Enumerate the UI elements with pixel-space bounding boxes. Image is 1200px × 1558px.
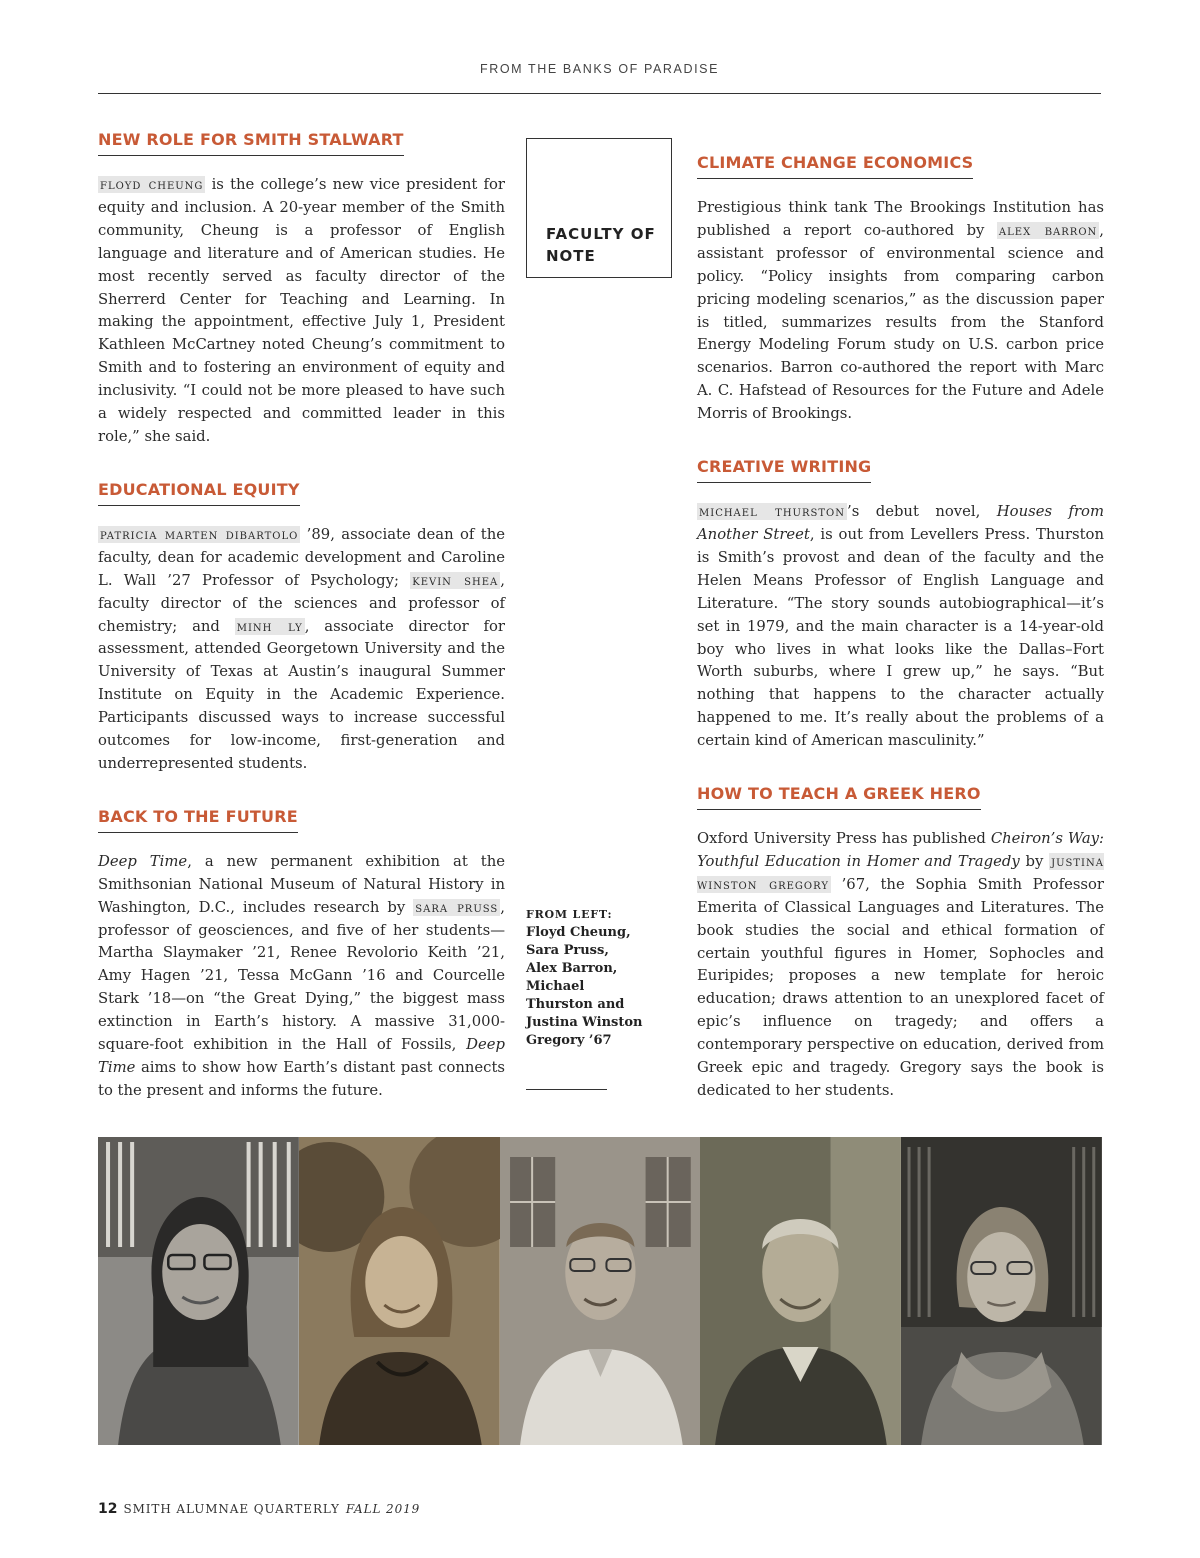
portrait-image [299,1137,500,1445]
book-title: Cheiron’s Way: Youthful Education in Homer and Tragedy [697,830,1104,870]
caption-intro: FROM LEFT: [526,908,613,921]
exhibition-title: Deep Time [98,852,188,870]
section-heading: EDUCATIONAL EQUITY [98,480,300,506]
section-heading: CREATIVE WRITING [697,457,871,483]
section-new-role [98,130,505,449]
portrait-image [901,1137,1102,1445]
section-body: patricia marten dibartolo ’89, associate dean of the faculty, dean for academic development and Caroline L. Wall ’27 Professor of Psychology; kevin shea , faculty director of the sciences and professor of chemistry; and minh ly , associate director for assessment, attended Georgetown University and the University of Texas at Austin’s inaugural Summer Institute on Equity in the Academic Experience. Participants discussed ways to increase successful outcomes for low-income, first-generation and underrepresented students. [98,525,506,772]
right-column [697,153,1104,1103]
person-name: sara pruss [415,898,499,916]
section-body: Deep Time, a new permanent exhibition at the Smithsonian National Museum of Natural History in Washington, D.C., includes research by sara pruss , professor of geosciences, and five of her students—Martha Slaymaker ’21, Renee Revolorio Keith ’21, Amy Hagen ’21, Tessa McGann ’16 and Courcelle Stark ’18—on “the Great Dying,” the biggest mass extinction in Earth’s history. A massive 31,000-square-foot exhibition in the Hall of Fossils, Deep Time aims to show how Earth’s distant past connects to the present and informs the future. [98,852,505,1099]
photo-justina-winston-gregory [901,1137,1102,1445]
exhibition-title: Deep Time [98,1036,505,1076]
photo-alex-barron [500,1137,701,1445]
section-heading: NEW ROLE FOR SMITH STALWART [98,130,404,156]
portrait-image [98,1137,299,1445]
page-number: 12 [98,1501,118,1517]
section-greek-hero [697,784,1104,1103]
section-heading: BACK TO THE FUTURE [98,807,298,833]
running-head: FROM THE BANKS OF PARADISE [479,62,720,76]
section-heading: CLIMATE CHANGE ECONOMICS [697,153,973,179]
left-column [98,130,505,1103]
section-body: michael thurston ’s debut novel, Houses from Another Street, is out from Levellers Press. Thurston is Smith’s provost and dean of the faculty and the Helen Means Professor of English Language and Literature. “The story sounds autobiographical—it’s set in 1979, and the main character is a 14-year-old boy who lives in what looks like the Dallas–Fort Worth suburbs, where I grew up,” he says. “But nothing that happens to the character actually happened to me. It’s really about the problems of a certain kind of American masculinity.” [697,503,1104,750]
portrait-image [500,1137,701,1445]
section-body: floyd cheung is the college’s new vice president for equity and inclusion. A 20-year member of the Smith community, Cheung is a professor of English language and literature and of American studies. He most recently served as faculty director of the Sherrerd Center for Teaching and Learning. In making the appointment, effective July 1, President Kathleen McCartney noted Cheung’s commitment to Smith and to fostering an environment of equity and inclusivity. “I could not be more pleased to have such a widely respected and committed leader in this role,” she said. [98,176,505,445]
section-body: Oxford University Press has published Cheiron’s Way: Youthful Education in Homer and Tragedy by justina winston gregory ’67, the Sophia Smith Professor Emerita of Classical Languages and Literatures. The book studies the social and ethical formation of certain youthful figures in Homer, Sophocles and Euripides; proposes a new template for heroic education; draws attention to an unexplored facet of epic’s influence on tragedy; and offers a contemporary perspective on education, derived from Greek epic and tragedy. Gregory says the book is dedicated to her students. [697,830,1104,1099]
section-body: Prestigious think tank The Brookings Institution has published a report co-authored by alex barron , assistant professor of environmental science and policy. “Policy insights from comparing carbon pricing modeling scenarios,” as the discussion paper is titled, summarizes results from the Stanford Energy Modeling Forum study on U.S. carbon price scenarios. Barron co-authored the report with Marc A. C. Hafstead of Resources for the Future and Adele Morris of Brookings. [697,199,1104,423]
person-name: justina winston gregory [697,852,1104,893]
section-heading: HOW TO TEACH A GREEK HERO [697,784,981,810]
person-name: minh ly [236,617,303,635]
person-name: patricia marten dibartolo [100,525,299,543]
person-name: michael thurston [699,503,845,521]
publication-name: SMITH ALUMNAE QUARTERLY [123,1502,340,1516]
caption-names: Floyd Cheung, Sara Pruss, Alex Barron, Michael Thurston and Justina Winston Gregory ’67 [526,925,643,1048]
book-title: Houses from Another Street [697,503,1104,543]
photo-sara-pruss [299,1137,500,1445]
page-footer [98,1501,420,1517]
section-climate [697,153,1104,426]
section-educational-equity [98,480,505,776]
faculty-photo-strip [98,1137,1102,1445]
box-label: FACULTY OF NOTE [546,225,656,265]
header-rule [98,93,1101,94]
photo-michael-thurston [700,1137,901,1445]
person-name: floyd cheung [100,176,204,193]
issue-label: FALL 2019 [345,1502,421,1516]
photo-floyd-cheung [98,1137,299,1445]
photo-caption [526,906,644,1050]
caption-rule [526,1089,607,1090]
section-creative-writing [697,457,1104,753]
person-name: alex barron [998,221,1098,239]
faculty-of-note-box [526,138,672,278]
portrait-image [700,1137,901,1445]
section-back-to-future [98,807,505,1103]
person-name: kevin shea [412,571,499,589]
